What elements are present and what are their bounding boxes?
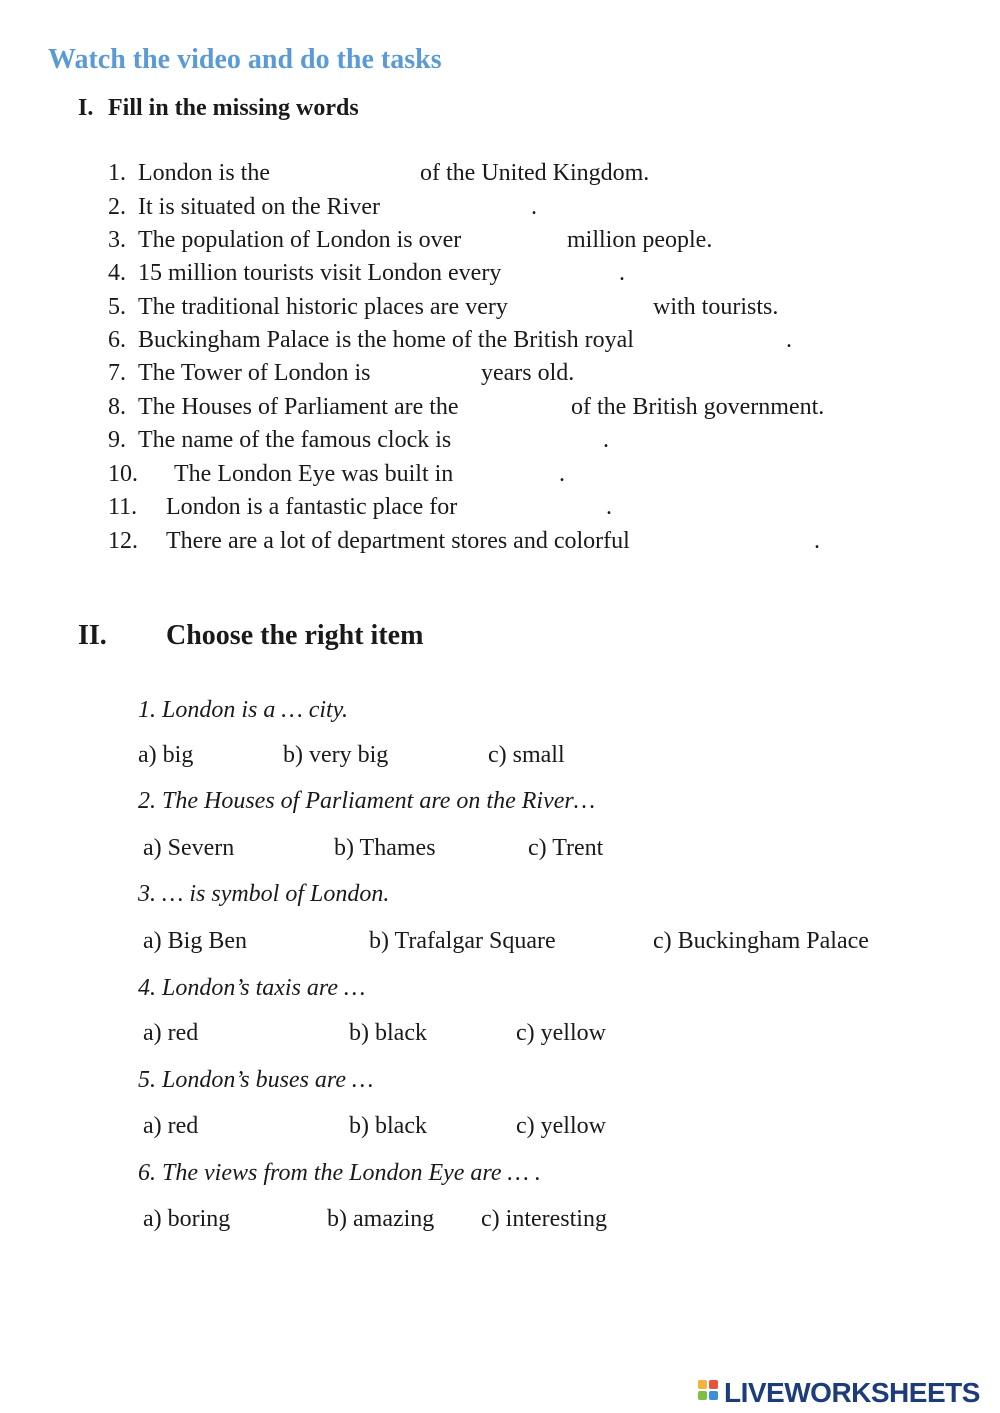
option-6a[interactable]: a) boring bbox=[143, 1206, 231, 1232]
option-3b[interactable]: b) Trafalgar Square bbox=[369, 928, 556, 954]
option-2a[interactable]: a) Severn bbox=[143, 835, 235, 861]
option-1a[interactable]: a) big bbox=[138, 742, 194, 768]
answer-blank-12[interactable] bbox=[690, 528, 810, 556]
question-4: 4. London’s taxis are … bbox=[138, 975, 366, 1001]
answer-blank-4[interactable] bbox=[549, 260, 617, 288]
answer-blank-7[interactable] bbox=[406, 360, 476, 388]
option-2b[interactable]: b) Thames bbox=[334, 835, 436, 861]
question-2: 2. The Houses of Parliament are on the River… bbox=[138, 788, 596, 814]
answer-blank-10[interactable] bbox=[491, 461, 553, 489]
option-6b[interactable]: b) amazing bbox=[327, 1206, 435, 1232]
answer-blank-2[interactable] bbox=[413, 194, 528, 222]
section-2-title: Choose the right item bbox=[166, 620, 424, 651]
liveworksheets-brand: LIVEWORKSHEETS bbox=[724, 1377, 980, 1408]
option-1c[interactable]: c) small bbox=[488, 742, 565, 768]
option-4a[interactable]: a) red bbox=[143, 1020, 199, 1046]
option-6c[interactable]: c) interesting bbox=[481, 1206, 607, 1232]
answer-blank-5[interactable] bbox=[557, 294, 647, 322]
section-2-heading bbox=[78, 620, 424, 652]
question-3: 3. … is symbol of London. bbox=[138, 881, 390, 907]
answer-blank-1[interactable] bbox=[290, 160, 415, 188]
option-3c[interactable]: c) Buckingham Palace bbox=[653, 928, 869, 954]
option-1b[interactable]: b) very big bbox=[283, 742, 389, 768]
option-5a[interactable]: a) red bbox=[143, 1113, 199, 1139]
answer-blank-6[interactable] bbox=[698, 327, 783, 355]
option-4b[interactable]: b) black bbox=[349, 1020, 427, 1046]
answer-blank-8[interactable] bbox=[502, 394, 562, 422]
answer-blank-11[interactable] bbox=[498, 494, 603, 522]
question-5: 5. London’s buses are … bbox=[138, 1067, 374, 1093]
answer-blank-9[interactable] bbox=[496, 427, 596, 455]
question-1: 1. London is a … city. bbox=[138, 697, 349, 723]
section-2-number: II. bbox=[78, 620, 107, 651]
section-1-title: Fill in the missing words bbox=[108, 95, 359, 121]
section-1-heading bbox=[78, 95, 359, 122]
question-6: 6. The views from the London Eye are … . bbox=[138, 1160, 541, 1186]
option-2c[interactable]: c) Trent bbox=[528, 835, 604, 861]
option-4c[interactable]: c) yellow bbox=[516, 1020, 606, 1046]
answer-blank-3[interactable] bbox=[506, 227, 561, 255]
option-3a[interactable]: a) Big Ben bbox=[143, 928, 247, 954]
option-5c[interactable]: c) yellow bbox=[516, 1113, 606, 1139]
liveworksheets-logo-icon bbox=[698, 1380, 722, 1406]
section-1-number: I. bbox=[78, 95, 94, 121]
page-title: Watch the video and do the tasks bbox=[48, 44, 442, 75]
option-5b[interactable]: b) black bbox=[349, 1113, 427, 1139]
